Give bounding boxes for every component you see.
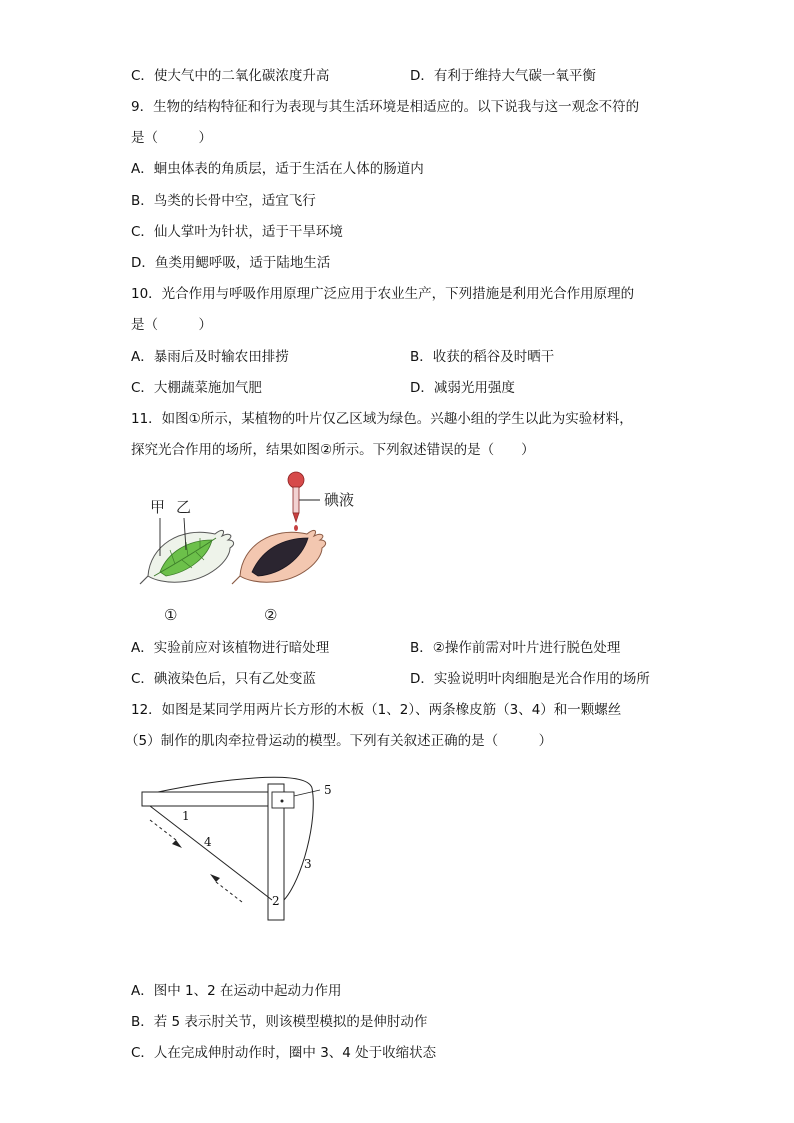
q9-stem-line1: 9．生物的结构特征和行为表现与其生活环境是相适应的。以下说我与这一观念不符的 (131, 99, 640, 115)
q11-leaf-figure (130, 468, 380, 628)
q12-option-b: B．若 5 表示肘关节，则该模型模拟的是伸肘动作 (131, 1014, 428, 1030)
q12-muscle-model-figure (136, 770, 356, 930)
q12-stem-line2: （5）制作的肌肉牵拉骨运动的模型。下列有关叙述正确的是（ ） (125, 733, 553, 749)
leaf-two (232, 530, 326, 584)
q8-option-c: C．使大气中的二氧化碳浓度升高 (131, 68, 330, 84)
q11-option-c: C．碘液染色后，只有乙处变蓝 (131, 671, 316, 687)
q10-option-c: C．大棚蔬菜施加气肥 (131, 380, 262, 396)
label-dianye: 碘液 (324, 491, 355, 509)
q10-option-b: B．收获的稻谷及时晒干 (410, 349, 555, 365)
q11-stem-line1: 11．如图①所示，某植物的叶片仅乙区域为绿色。兴趣小组的学生以此为实验材料， (131, 411, 633, 427)
q11-stem-line2: 探究光合作用的场所，结果如图②所示。下列叙述错误的是（ ） (131, 442, 535, 458)
q12-option-c: C．人在完成伸肘动作时，圈中 3、4 处于收缩状态 (131, 1045, 437, 1061)
q9-option-a: A．蛔虫体表的角质层，适于生活在人体的肠道内 (131, 161, 424, 177)
q10-stem-line2: 是（ ） (131, 317, 212, 333)
label-3: 3 (304, 857, 312, 871)
arrow-up (216, 882, 242, 902)
label-4: 4 (204, 835, 212, 849)
q9-stem-line2: 是（ ） (131, 130, 212, 146)
rubber-band-4 (150, 806, 272, 900)
q10-option-a: A．暴雨后及时输农田排捞 (131, 349, 289, 365)
label-1: 1 (182, 809, 190, 823)
q10-stem-line1: 10．光合作用与呼吸作用原理广泛应用于农业生产，下列措施是利用光合作用原理的 (131, 286, 635, 302)
figure-label-1: ① (164, 606, 178, 624)
leaf-one (140, 530, 234, 584)
figure-label-2: ② (264, 606, 278, 624)
q11-option-b: B．②操作前需对叶片进行脱色处理 (410, 640, 621, 656)
q9-option-c: C．仙人掌叶为针状，适于干旱环境 (131, 224, 343, 240)
q8-option-d: D．有利于维持大气碳一氧平衡 (410, 68, 596, 84)
q10-option-d: D．减弱光用强度 (410, 380, 515, 396)
q12-stem-line1: 12．如图是某同学用两片长方形的木板（1、2）、两条橡皮筋（3、4）和一颗螺丝 (131, 702, 622, 718)
label-5: 5 (324, 783, 332, 797)
label-yi: 乙 (176, 498, 192, 516)
board-1 (142, 792, 286, 806)
q9-option-b: B．鸟类的长骨中空，适宜飞行 (131, 193, 316, 209)
label-2: 2 (272, 894, 280, 908)
q11-option-a: A．实验前应对该植物进行暗处理 (131, 640, 330, 656)
dropper-icon (288, 472, 304, 531)
label-jia: 甲 (150, 498, 166, 516)
q11-option-d: D．实验说明叶肉细胞是光合作用的场所 (410, 671, 650, 687)
q9-option-d: D．鱼类用鳃呼吸，适于陆地生活 (131, 255, 331, 271)
q12-option-a: A．图中 1、2 在运动中起动力作用 (131, 983, 342, 999)
